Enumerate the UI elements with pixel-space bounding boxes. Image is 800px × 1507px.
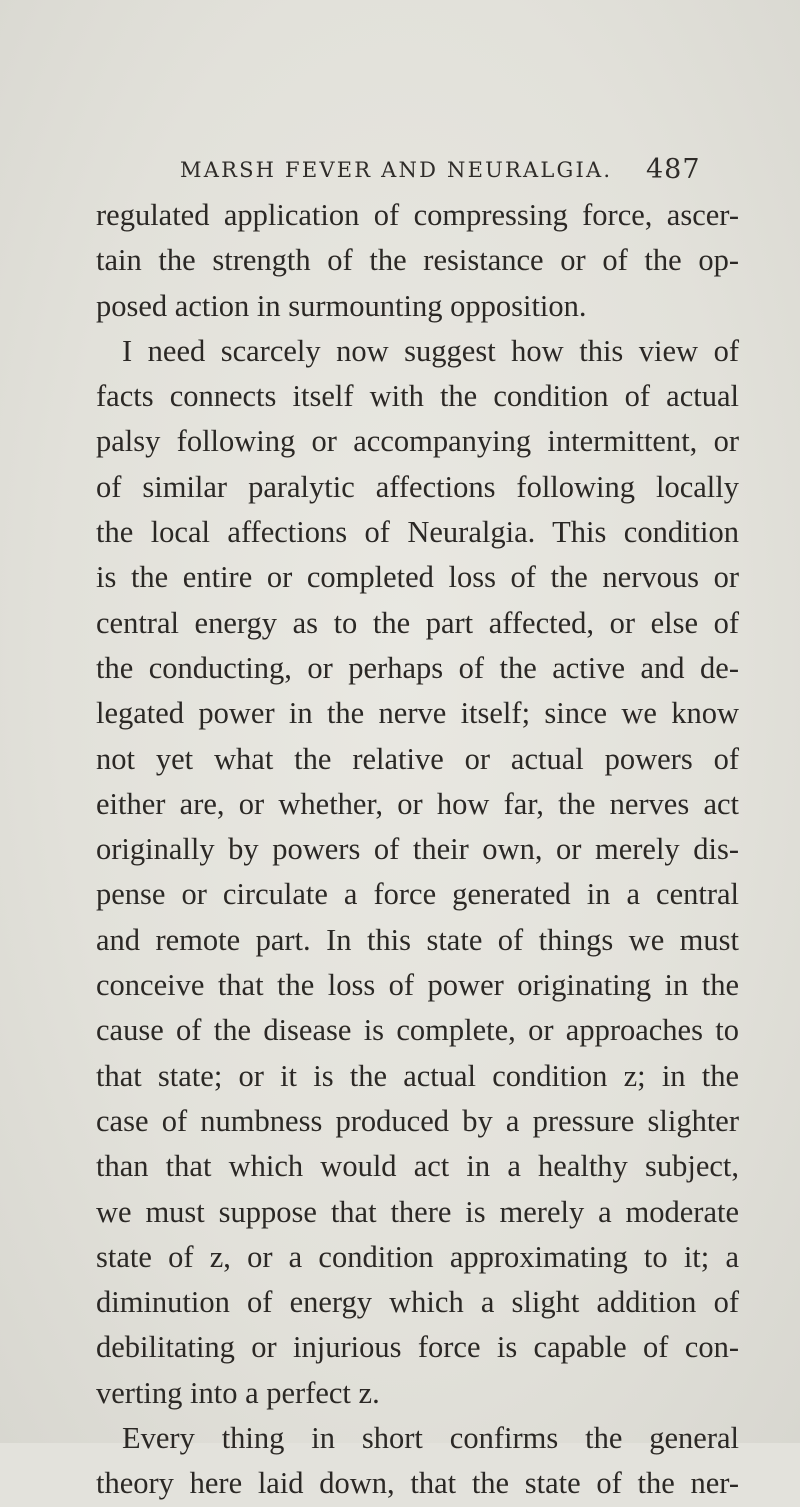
text-line: diminution of energy which a slight addition of: [96, 1285, 739, 1320]
text-line: cause of the disease is complete, or approaches to: [96, 1013, 739, 1048]
page-header: [0, 154, 800, 198]
text-line: Every thing in short confirms the general: [122, 1421, 739, 1456]
text-line: originally by powers of their own, or merely dis-: [96, 832, 739, 867]
text-line: is the entire or completed loss of the nervous or: [96, 560, 739, 595]
text-line: I need scarcely now suggest how this view of: [122, 333, 739, 368]
text-line: of similar paralytic affections following locally: [96, 469, 739, 504]
text-line: either are, or whether, or how far, the nerves act: [96, 786, 739, 821]
body-text: [96, 193, 739, 1507]
text-line: that state; or it is the actual condition z; in the: [96, 1058, 739, 1093]
text-line: theory here laid down, that the state of the ner-: [96, 1466, 739, 1501]
text-line: verting into a perfect z.: [96, 1375, 380, 1410]
text-line: posed action in surmounting opposition.: [96, 288, 587, 323]
text-line: not yet what the relative or actual powers of: [96, 741, 739, 776]
text-line: the conducting, or perhaps of the active and de-: [96, 650, 739, 685]
text-line: facts connects itself with the condition of actual: [96, 379, 739, 414]
text-line: than that which would act in a healthy subject,: [96, 1149, 739, 1184]
text-line: debilitating or injurious force is capable of con-: [96, 1330, 739, 1365]
text-line: state of z, or a condition approximating to it; a: [96, 1239, 739, 1274]
text-line: and remote part. In this state of things we must: [96, 922, 739, 957]
running-title: MARSH FEVER AND NEURALGIA.: [180, 158, 613, 182]
text-line: regulated application of compressing force, ascer-: [96, 198, 739, 232]
text-line: palsy following or accompanying intermittent, or: [96, 424, 739, 459]
page-number: 487: [646, 154, 701, 185]
text-line: we must suppose that there is merely a moderate: [96, 1194, 739, 1229]
text-line: tain the strength of the resistance or of the op-: [96, 243, 739, 278]
text-line: pense or circulate a force generated in a central: [96, 877, 739, 912]
text-line: the local affections of Neuralgia. This condition: [96, 515, 739, 550]
text-line: central energy as to the part affected, or else of: [96, 605, 739, 640]
text-line: legated power in the nerve itself; since we know: [96, 696, 739, 731]
text-line: case of numbness produced by a pressure slighter: [96, 1103, 739, 1138]
text-line: conceive that the loss of power originating in the: [96, 968, 739, 1003]
